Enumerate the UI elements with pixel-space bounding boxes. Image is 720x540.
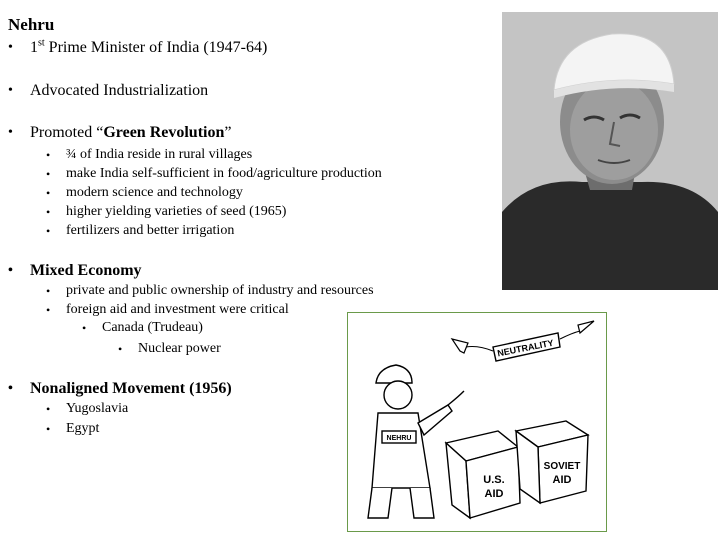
bullet-icon: • — [46, 224, 51, 238]
sub-bullet-text: Canada (Trudeau) — [102, 320, 203, 335]
bullet-icon: • — [8, 83, 13, 98]
soviet-aid-label-1: SOVIET — [543, 461, 581, 472]
bullet-nonaligned — [8, 380, 232, 398]
bullet-icon: • — [8, 381, 13, 396]
sub-bullet-self-sufficient — [46, 166, 382, 182]
bullet-icon: • — [46, 422, 51, 436]
bullet-icon: • — [46, 284, 51, 298]
soviet-aid-label-2: AID — [552, 474, 572, 486]
sub-bullet-text: foreign aid and investment were critical — [66, 302, 289, 317]
sub-bullet-foreign-aid — [46, 302, 289, 318]
bullet-text: Nonaligned Movement (1956) — [30, 380, 232, 397]
sub-bullet-rural — [46, 147, 253, 163]
sub-bullet-science — [46, 185, 243, 201]
bullet-icon: • — [82, 321, 87, 335]
sub-bullet-yugoslavia — [46, 401, 129, 417]
bullet-icon: • — [46, 402, 51, 416]
bullet-text: Advocated Industrialization — [30, 82, 209, 99]
sub-bullet-text: make India self-sufficient in food/agriculture production — [66, 166, 382, 181]
sub-bullet-text: ¾ of India reside in rural villages — [66, 147, 253, 162]
bullet-icon: • — [46, 303, 51, 317]
bullet-text-post: ” — [224, 124, 232, 141]
sub-bullet-nuclear — [118, 341, 221, 357]
bullet-text-rest: Prime Minister of India (1947-64) — [44, 39, 268, 56]
banner-label: NEUTRALITY — [496, 337, 555, 359]
figure-label: NEHRU — [386, 435, 412, 442]
bullet-text-pre: Promoted “ — [30, 124, 104, 141]
bullet-green-revolution — [8, 124, 232, 142]
bullet-icon: • — [8, 263, 13, 278]
us-aid-label-1: U.S. — [483, 474, 505, 486]
portrait-illustration — [502, 12, 718, 290]
us-aid-label-2: AID — [484, 488, 504, 500]
bullet-icon: • — [8, 40, 13, 55]
sub-bullet-text: private and public ownership of industry and resources — [66, 283, 374, 298]
neutrality-cartoon — [347, 312, 607, 532]
sub-bullet-text: higher yielding varieties of seed (1965) — [66, 204, 287, 219]
bullet-text-number: 1 — [30, 39, 38, 56]
bullet-icon: • — [46, 205, 51, 219]
bullet-prime-minister — [8, 37, 268, 57]
soviet-aid-box — [516, 421, 588, 503]
sub-bullet-fertilizers — [46, 223, 235, 239]
sub-bullet-text: Yugoslavia — [66, 401, 129, 416]
bullet-industrialization — [8, 82, 209, 100]
bullet-icon: • — [8, 125, 13, 140]
bullet-mixed-economy — [8, 262, 142, 280]
bullet-icon: • — [46, 186, 51, 200]
bullet-icon: • — [46, 167, 51, 181]
cartoon-illustration — [348, 313, 606, 531]
sub-bullet-canada — [82, 320, 203, 336]
sub-bullet-text: Nuclear power — [138, 341, 221, 356]
bullet-text-bold: Green Revolution — [103, 124, 225, 141]
bullet-text-superscript: st — [38, 37, 45, 49]
sub-bullet-text: fertilizers and better irrigation — [66, 223, 235, 238]
sub-bullet-seed — [46, 204, 287, 220]
slide-title: Nehru — [8, 15, 55, 34]
sub-bullet-text: Egypt — [66, 421, 100, 436]
bullet-icon: • — [118, 342, 123, 356]
nehru-portrait-photo — [502, 12, 718, 290]
sub-bullet-egypt — [46, 421, 100, 437]
sub-bullet-ownership — [46, 283, 374, 299]
bullet-icon: • — [46, 148, 51, 162]
us-aid-box — [446, 431, 520, 518]
neutrality-banner — [452, 321, 594, 361]
bullet-text: Mixed Economy — [30, 262, 142, 279]
sub-bullet-text: modern science and technology — [66, 185, 243, 200]
